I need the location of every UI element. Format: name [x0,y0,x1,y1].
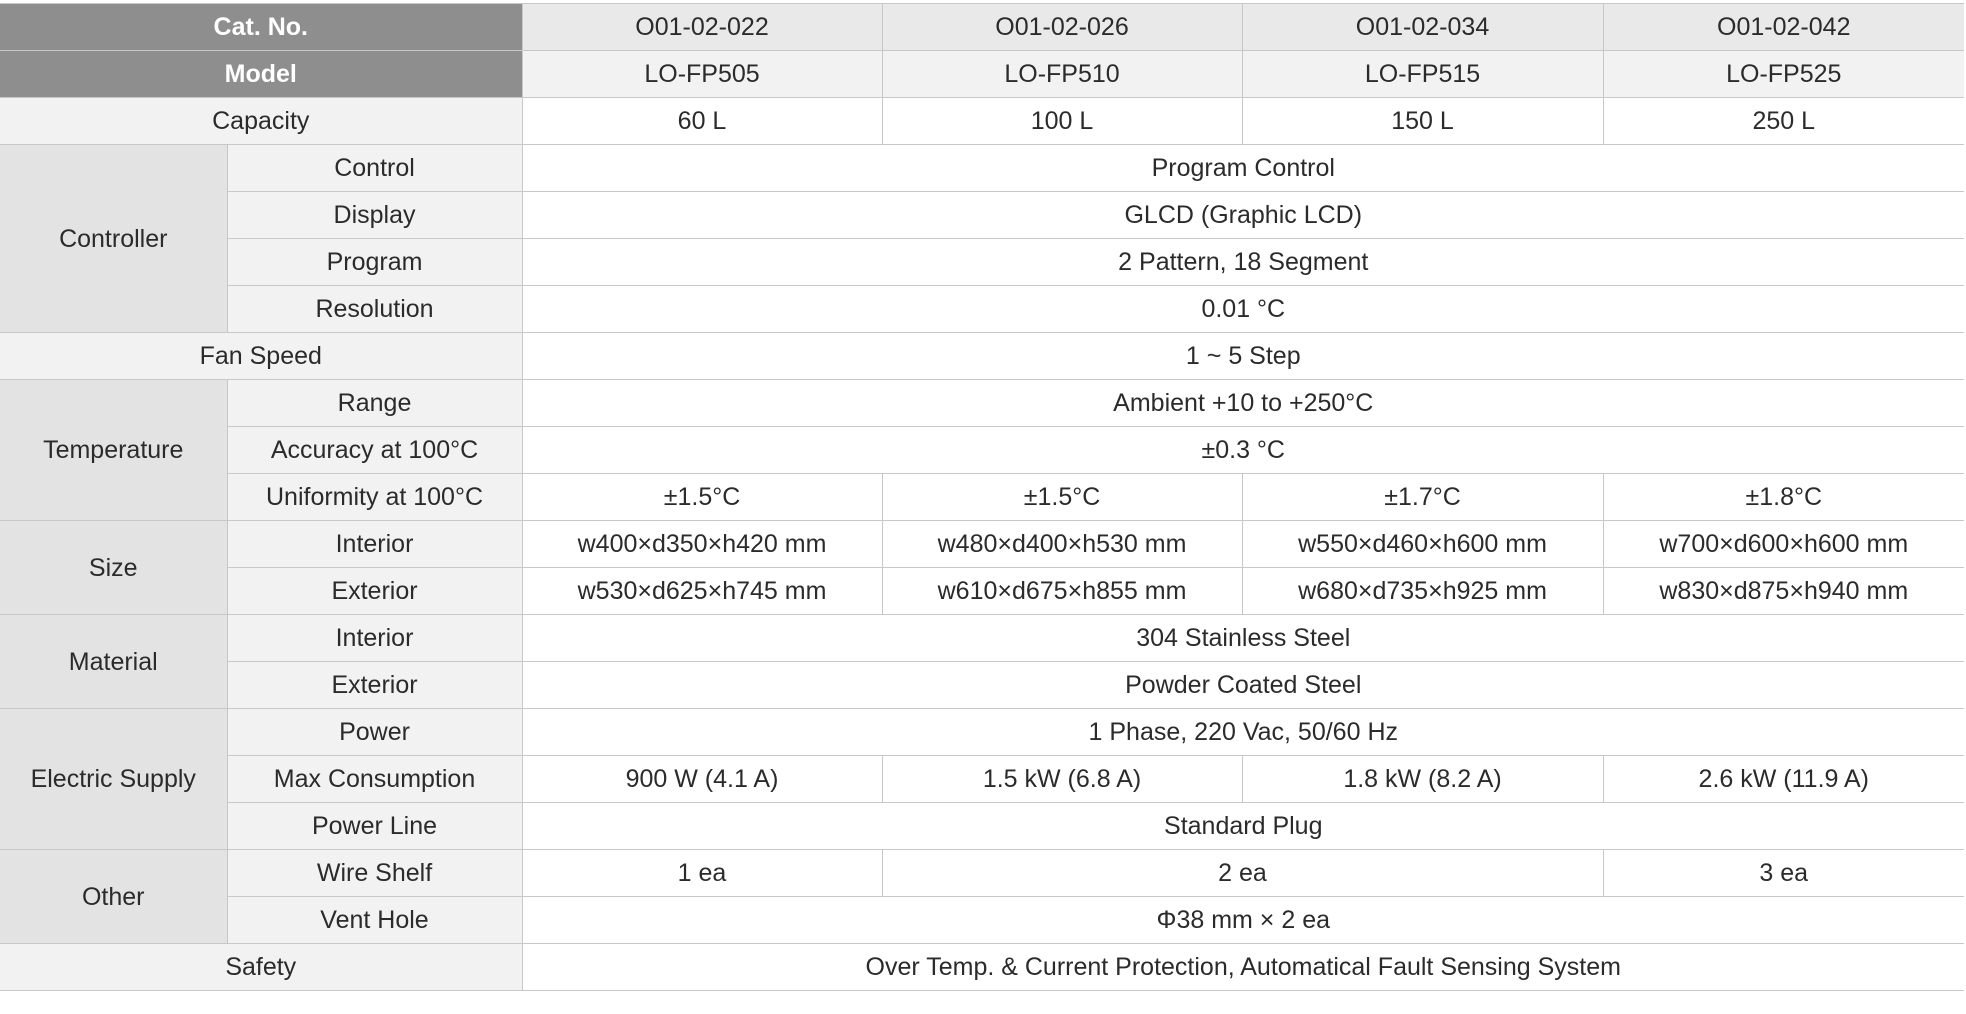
material-exterior-label: Exterior [227,662,522,709]
power-line-label: Power Line [227,803,522,850]
size-exterior-value: w530×d625×h745 mm [522,568,882,615]
electric-supply-group-label: Electric Supply [0,709,227,850]
model-label: Model [0,51,522,98]
row-model [0,51,1964,98]
wire-shelf-value: 2 ea [882,850,1603,897]
max-consumption-label: Max Consumption [227,756,522,803]
program-label: Program [227,239,522,286]
size-exterior-value: w680×d735×h925 mm [1242,568,1603,615]
accuracy-label: Accuracy at 100°C [227,427,522,474]
controller-group-label: Controller [0,145,227,333]
control-label: Control [227,145,522,192]
resolution-label: Resolution [227,286,522,333]
capacity-value: 100 L [882,98,1242,145]
row-size-interior [0,521,1964,568]
wire-shelf-value: 3 ea [1603,850,1964,897]
range-value: Ambient +10 to +250°C [522,380,1964,427]
size-exterior-value: w830×d875×h940 mm [1603,568,1964,615]
wire-shelf-value: 1 ea [522,850,882,897]
material-exterior-value: Powder Coated Steel [522,662,1964,709]
row-power [0,709,1964,756]
power-label: Power [227,709,522,756]
row-range [0,380,1964,427]
uniformity-value: ±1.5°C [882,474,1242,521]
temperature-group-label: Temperature [0,380,227,521]
cat-no-label: Cat. No. [0,4,522,51]
display-value: GLCD (Graphic LCD) [522,192,1964,239]
fan-speed-value: 1 ~ 5 Step [522,333,1964,380]
size-interior-value: w550×d460×h600 mm [1242,521,1603,568]
row-max-consumption [0,756,1964,803]
row-vent-hole [0,897,1964,944]
capacity-label: Capacity [0,98,522,145]
model-value: LO-FP510 [882,51,1242,98]
vent-hole-value: Φ38 mm × 2 ea [522,897,1964,944]
size-interior-label: Interior [227,521,522,568]
row-material-exterior [0,662,1964,709]
size-exterior-value: w610×d675×h855 mm [882,568,1242,615]
row-safety [0,944,1964,991]
model-value: LO-FP515 [1242,51,1603,98]
safety-label: Safety [0,944,522,991]
capacity-value: 60 L [522,98,882,145]
uniformity-value: ±1.5°C [522,474,882,521]
size-interior-value: w480×d400×h530 mm [882,521,1242,568]
size-exterior-label: Exterior [227,568,522,615]
capacity-value: 250 L [1603,98,1964,145]
uniformity-value: ±1.8°C [1603,474,1964,521]
display-label: Display [227,192,522,239]
size-group-label: Size [0,521,227,615]
accuracy-value: ±0.3 °C [522,427,1964,474]
row-resolution [0,286,1964,333]
row-program [0,239,1964,286]
capacity-value: 150 L [1242,98,1603,145]
material-interior-label: Interior [227,615,522,662]
max-consumption-value: 1.8 kW (8.2 A) [1242,756,1603,803]
model-value: LO-FP525 [1603,51,1964,98]
cat-no-value: O01-02-042 [1603,4,1964,51]
material-interior-value: 304 Stainless Steel [522,615,1964,662]
other-group-label: Other [0,850,227,944]
row-capacity [0,98,1964,145]
row-fan-speed [0,333,1964,380]
model-value: LO-FP505 [522,51,882,98]
row-uniformity [0,474,1964,521]
safety-value: Over Temp. & Current Protection, Automatical Fault Sensing System [522,944,1964,991]
row-control [0,145,1964,192]
cat-no-value: O01-02-026 [882,4,1242,51]
control-value: Program Control [522,145,1964,192]
size-interior-value: w400×d350×h420 mm [522,521,882,568]
resolution-value: 0.01 °C [522,286,1964,333]
max-consumption-value: 900 W (4.1 A) [522,756,882,803]
row-wire-shelf [0,850,1964,897]
vent-hole-label: Vent Hole [227,897,522,944]
cat-no-value: O01-02-022 [522,4,882,51]
power-line-value: Standard Plug [522,803,1964,850]
row-cat-no [0,4,1964,51]
range-label: Range [227,380,522,427]
spec-table [0,3,1964,991]
row-material-interior [0,615,1964,662]
fan-speed-label: Fan Speed [0,333,522,380]
row-size-exterior [0,568,1964,615]
wire-shelf-label: Wire Shelf [227,850,522,897]
row-display [0,192,1964,239]
max-consumption-value: 2.6 kW (11.9 A) [1603,756,1964,803]
program-value: 2 Pattern, 18 Segment [522,239,1964,286]
uniformity-label: Uniformity at 100°C [227,474,522,521]
power-value: 1 Phase, 220 Vac, 50/60 Hz [522,709,1964,756]
material-group-label: Material [0,615,227,709]
row-power-line [0,803,1964,850]
size-interior-value: w700×d600×h600 mm [1603,521,1964,568]
row-accuracy [0,427,1964,474]
max-consumption-value: 1.5 kW (6.8 A) [882,756,1242,803]
cat-no-value: O01-02-034 [1242,4,1603,51]
uniformity-value: ±1.7°C [1242,474,1603,521]
